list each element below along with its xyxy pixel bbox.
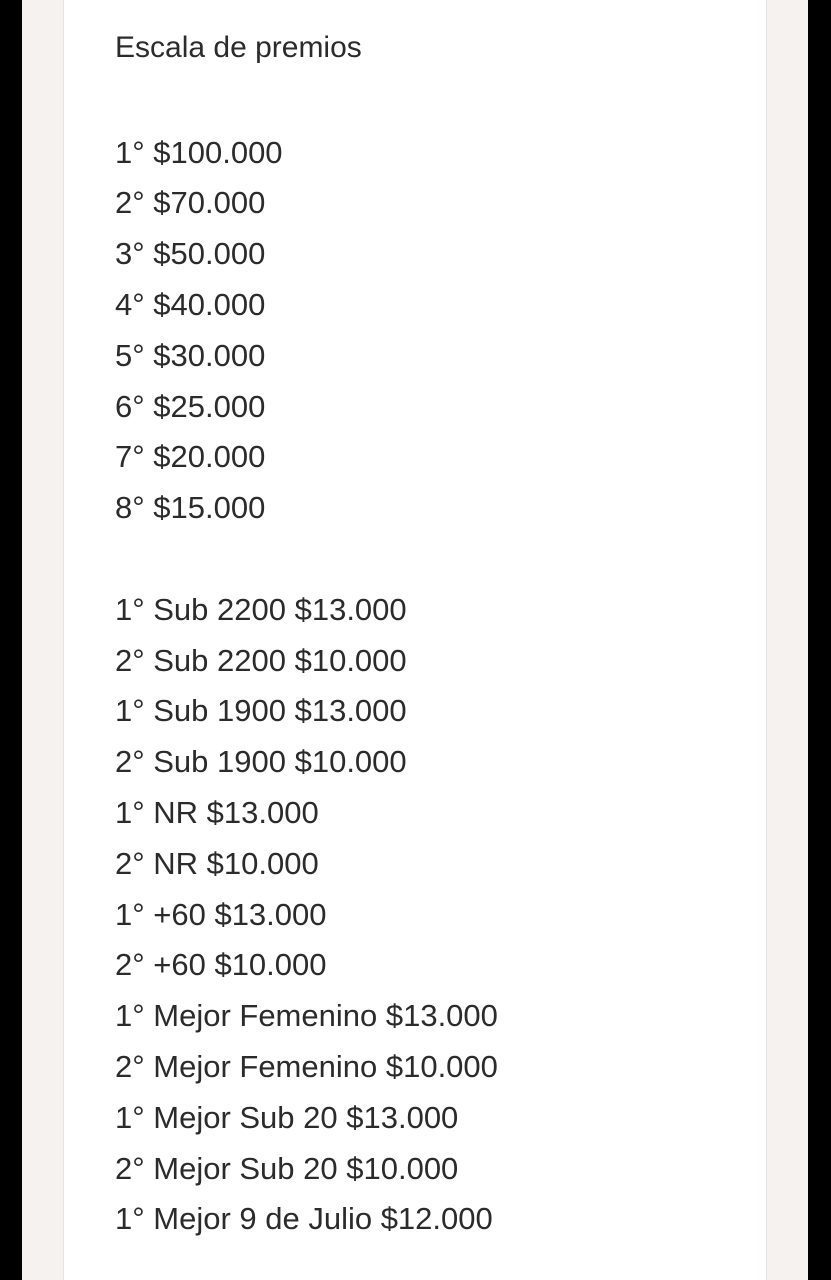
category-prize-line: 1° Mejor Sub 20 $13.000 [115, 1099, 459, 1135]
blank-line [115, 77, 755, 128]
post-text [115, 26, 755, 1245]
category-prize-line: 2° Mejor Femenino $10.000 [115, 1048, 498, 1084]
prize-line: 2° $70.000 [115, 185, 266, 221]
category-prize-line: 2° Mejor Sub 20 $10.000 [115, 1150, 459, 1186]
prize-line: 5° $30.000 [115, 337, 266, 373]
prize-line: 6° $25.000 [115, 388, 266, 424]
prize-line: 4° $40.000 [115, 286, 266, 322]
category-prize-line: 1° Mejor Femenino $13.000 [115, 998, 498, 1034]
category-prize-line: 1° NR $13.000 [115, 794, 319, 830]
prize-line: 8° $15.000 [115, 490, 266, 526]
post-title: Escala de premios [115, 31, 362, 64]
prize-line: 7° $20.000 [115, 439, 266, 475]
category-prize-line: 2° Sub 1900 $10.000 [115, 744, 407, 780]
category-prize-line: 1° Sub 1900 $13.000 [115, 693, 407, 729]
category-prize-line: 2° NR $10.000 [115, 845, 319, 881]
category-prize-line: 2° Sub 2200 $10.000 [115, 642, 407, 678]
prize-line: 1° $100.000 [115, 134, 283, 170]
general-prize-list [115, 128, 755, 534]
category-prize-line: 1° +60 $13.000 [115, 896, 327, 932]
screen-background [22, 0, 808, 1280]
category-prize-line: 2° +60 $10.000 [115, 947, 327, 983]
category-prize-list [115, 585, 755, 1245]
category-prize-line: 1° Mejor 9 de Julio $12.000 [115, 1201, 493, 1237]
category-prize-line: 1° Sub 2200 $13.000 [115, 591, 407, 627]
prize-line: 3° $50.000 [115, 236, 266, 272]
post-card [63, 0, 767, 1280]
blank-line [115, 534, 755, 585]
